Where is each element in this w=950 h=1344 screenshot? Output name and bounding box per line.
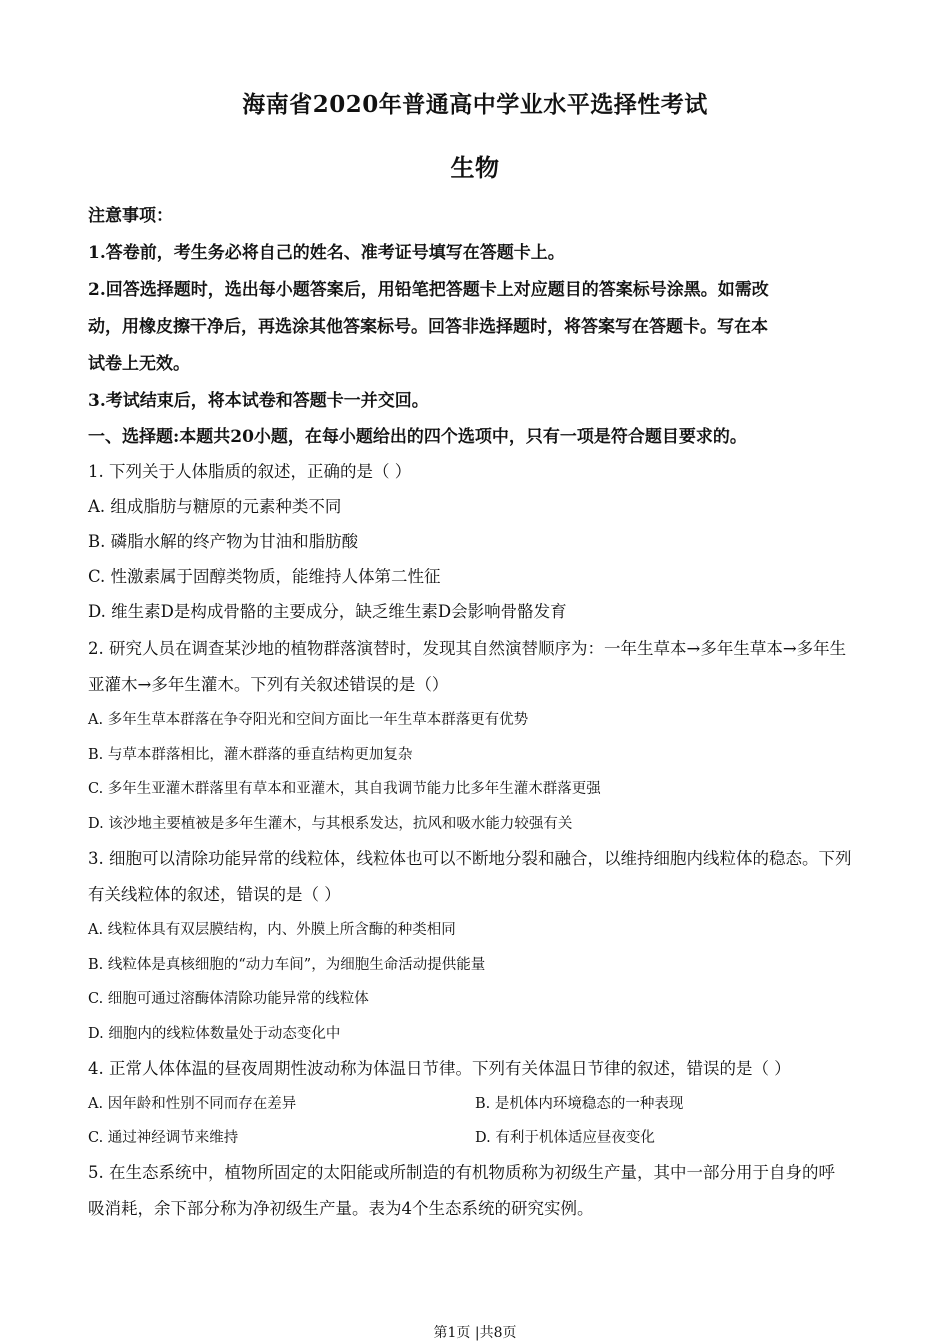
q2-option-d: D. 该沙地主要植被是多年生灌木，与其根系发达，抗风和吸水能力较强有关 <box>88 816 573 832</box>
notice-item-1: 1.答卷前，考生务必将自己的姓名、准考证号填写在答题卡上。 <box>88 243 565 263</box>
notice-item-2-line-2: 动，用橡皮擦干净后，再选涂其他答案标号。回答非选择题时，将答案写在答题卡。写在本 <box>88 317 768 337</box>
q1-option-c: C. 性激素属于固醇类物质，能维持人体第二性征 <box>88 567 441 586</box>
q2-option-a: A. 多年生草本群落在争夺阳光和空间方面比一年生草本群落更有优势 <box>88 712 529 728</box>
q2-option-c: C. 多年生亚灌木群落里有草本和亚灌木，其自我调节能力比多年生灌木群落更强 <box>88 781 601 797</box>
q4-option-b: B. 是机体内环境稳态的一种表现 <box>475 1096 684 1112</box>
q4-stem: 4. 正常人体体温的昼夜周期性波动称为体温日节律。下列有关体温日节律的叙述，错误的是（ ） <box>88 1059 791 1078</box>
q2-stem-line-2: 亚灌木→多年生灌木。下列有关叙述错误的是（） <box>88 675 449 694</box>
notice-item-2-line-3: 试卷上无效。 <box>88 354 190 374</box>
q5-stem-line-2: 吸消耗，余下部分称为净初级生产量。表为4个生态系统的研究实例。 <box>88 1199 594 1218</box>
section-heading: 一、选择题:本题共20小题，在每小题给出的四个选项中，只有一项是符合题目要求的。 <box>88 427 747 447</box>
q3-option-b: B. 线粒体是真核细胞的“动力车间”，为细胞生命活动提供能量 <box>88 957 486 973</box>
q4-option-d: D. 有利于机体适应昼夜变化 <box>475 1130 655 1146</box>
q3-stem-line-1: 3. 细胞可以清除功能异常的线粒体，线粒体也可以不断地分裂和融合，以维持细胞内线粒体的稳态。下列 <box>88 849 852 868</box>
q2-stem-line-1: 2. 研究人员在调查某沙地的植物群落演替时，发现其自然演替顺序为：一年生草本→多年生草本→多年生 <box>88 639 847 658</box>
q3-option-c: C. 细胞可通过溶酶体清除功能异常的线粒体 <box>88 991 369 1007</box>
q1-option-a: A. 组成脂肪与糖原的元素种类不同 <box>88 497 342 516</box>
subject-title: 生物 <box>450 153 500 182</box>
q3-option-a: A. 线粒体具有双层膜结构，内、外膜上所含酶的种类相同 <box>88 922 456 938</box>
page-footer: 第1页 |共8页 <box>433 1325 517 1341</box>
notice-item-2-line-1: 2.回答选择题时，选出每小题答案后，用铅笔把答题卡上对应题目的答案标号涂黑。如需改 <box>88 280 769 300</box>
q4-option-c: C. 通过神经调节来维持 <box>88 1130 239 1146</box>
exam-title: 海南省2020年普通高中学业水平选择性考试 <box>242 91 708 118</box>
q2-option-b: B. 与草本群落相比，灌木群落的垂直结构更加复杂 <box>88 747 413 763</box>
notice-heading: 注意事项： <box>88 206 173 226</box>
notice-item-3: 3.考试结束后，将本试卷和答题卡一并交回。 <box>88 391 429 411</box>
q4-option-a: A. 因年龄和性别不同而存在差异 <box>88 1096 297 1112</box>
q3-option-d: D. 细胞内的线粒体数量处于动态变化中 <box>88 1026 341 1042</box>
q3-stem-line-2: 有关线粒体的叙述，错误的是（ ） <box>88 885 341 904</box>
q1-option-d: D. 维生素D是构成骨骼的主要成分，缺乏维生素D会影响骨骼发育 <box>88 602 567 621</box>
q1-option-b: B. 磷脂水解的终产物为甘油和脂肪酸 <box>88 532 359 551</box>
q5-stem-line-1: 5. 在生态系统中，植物所固定的太阳能或所制造的有机物质称为初级生产量，其中一部分用于自身的呼 <box>88 1163 835 1182</box>
q1-stem: 1. 下列关于人体脂质的叙述，正确的是（ ） <box>88 462 412 481</box>
